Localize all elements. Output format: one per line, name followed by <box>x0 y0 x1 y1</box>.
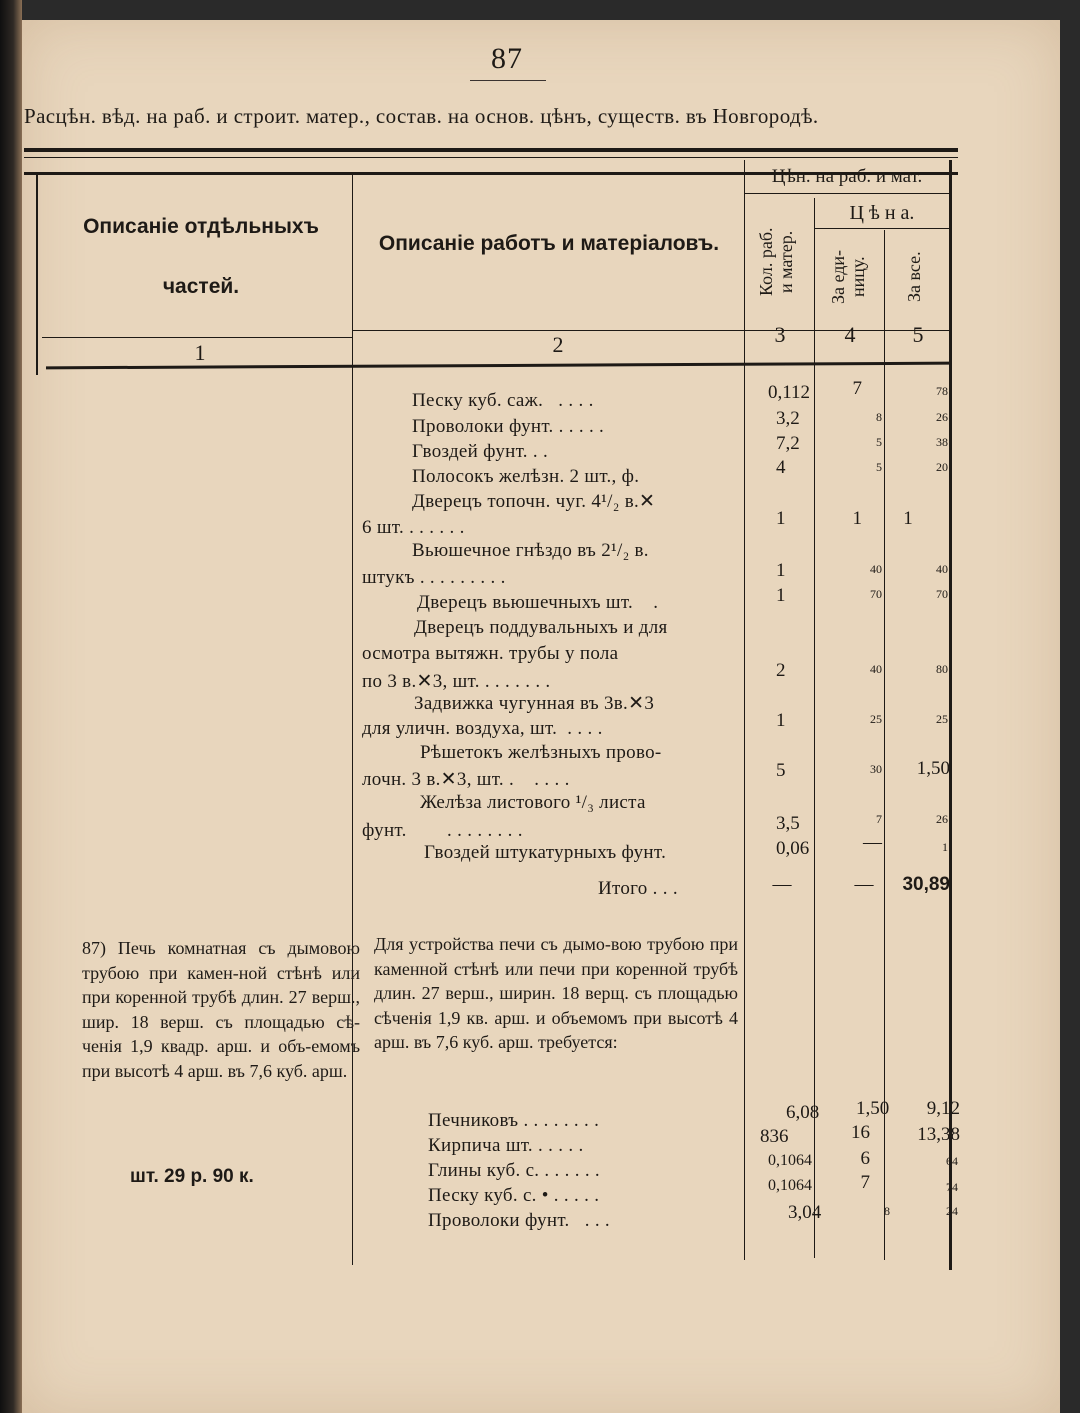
item87-row-text: Глины куб. с. . . . . . . <box>428 1160 600 1181</box>
header-col2: Описаніе работъ и матеріаловъ. <box>378 232 720 255</box>
material-unit-price: 5 <box>876 460 882 474</box>
material-qty: 1 <box>776 560 786 581</box>
item87-qty: 0,1064 <box>768 1152 812 1169</box>
material-row-text-cont: для уличн. воздуха, шт. . . . . <box>362 718 603 739</box>
material-unit-price: 30 <box>870 762 882 776</box>
header-qty-line2: и матер. <box>776 230 796 294</box>
item87-total: 9,12 <box>926 1098 960 1119</box>
page-number-underline <box>470 80 546 81</box>
header-top-rule-thin <box>24 157 958 158</box>
material-total: 70 <box>936 587 948 601</box>
material-qty: 0,06 <box>776 838 810 859</box>
header-qty-label <box>756 202 800 322</box>
column-number-5: 5 <box>912 322 924 347</box>
header-col1-line1: Описаніе отдѣльныхъ <box>83 215 319 238</box>
material-unit-price: 7 <box>852 378 862 399</box>
material-total: 1 <box>942 840 948 854</box>
material-row-text: Полосокъ желѣзн. 2 шт., ф. <box>412 466 640 487</box>
column-line-1-2 <box>352 175 353 1265</box>
material-qty: 7,2 <box>776 433 800 454</box>
material-unit-price: 8 <box>876 410 882 424</box>
item87-row-text: Песку куб. с. • . . . . . <box>428 1185 600 1206</box>
group-header-rule <box>744 193 950 194</box>
column-line-left <box>36 175 38 375</box>
material-total: 38 <box>936 435 948 449</box>
column-number-1: 1 <box>194 340 206 365</box>
material-row-text-cont: осмотра вытяжн. трубы у пола <box>362 643 619 664</box>
material-unit-price: 25 <box>870 712 882 726</box>
material-unit-price: 40 <box>870 562 882 576</box>
material-qty: 3,2 <box>776 408 800 429</box>
material-qty: 1 <box>776 508 786 529</box>
material-total: 1,50 <box>916 758 950 779</box>
material-unit-price: 70 <box>870 587 882 601</box>
item87-total: 24 <box>946 1204 958 1218</box>
item87-row-text: Проволоки фунт. . . . <box>428 1210 610 1231</box>
material-row-text-cont: по 3 в.✕3, шт. . . . . . . . <box>362 671 551 692</box>
page-number: 87 <box>491 42 523 75</box>
header-unit-line1: За еди- <box>828 249 848 305</box>
material-qty: 4 <box>776 457 786 478</box>
item87-qty: 6,08 <box>786 1102 820 1123</box>
material-qty: 0,112 <box>767 382 810 403</box>
material-row-text: Вьюшечное гнѣздо въ 2¹/₂ в. <box>412 540 649 561</box>
material-qty: 3,5 <box>776 813 800 834</box>
material-unit-price: 40 <box>870 662 882 676</box>
item87-qty: 0,1064 <box>768 1177 812 1194</box>
item87-row-text: Кирпича шт. . . . . . <box>428 1135 584 1156</box>
header-group-label: Цѣн. на раб. и мат. <box>771 166 923 187</box>
material-row-text: Гвоздей штукатурныхъ фунт. <box>424 842 667 863</box>
material-row-text: Гвоздей фунт. . . <box>412 441 549 462</box>
item87-total: 13,38 <box>917 1124 960 1145</box>
material-unit-price: 7 <box>876 812 882 826</box>
material-total: 80 <box>936 662 948 676</box>
item87-row-text: Печниковъ . . . . . . . . <box>428 1110 600 1131</box>
material-row-text: Рѣшетокъ желѣзныхъ прово- <box>420 742 662 763</box>
material-row-text: Задвижка чугунная въ 3в.✕3 <box>414 693 655 714</box>
item87-qty: 3,04 <box>788 1202 822 1223</box>
item-87-description: 87) Печь комнатная съ дымовою трубою при камен-ной стѣнѣ или при коренной трубѣ длин. 27 верш., шир. 18 верш. съ площадью сѣ-ченія 1,9 квадр. арш. и объ-емомъ при высотѣ 4 арш. въ 7,6 куб. арш. <box>82 938 360 1081</box>
column-number-3: 3 <box>774 322 786 347</box>
material-row-text-cont: лочн. 3 в.✕3, шт. . . . . . <box>362 769 570 790</box>
column-number-2: 2 <box>552 332 564 357</box>
material-row-text-cont: штукъ . . . . . . . . . <box>362 567 506 588</box>
material-total: 78 <box>936 384 948 398</box>
material-row-text: Проволоки фунт. . . . . . <box>412 416 605 437</box>
header-unit-label <box>828 232 872 322</box>
column-number-4: 4 <box>844 322 856 347</box>
material-qty: 2 <box>776 660 786 681</box>
column-line-2-3 <box>744 160 745 1260</box>
material-total: 25 <box>936 712 948 726</box>
material-unit-price: 1 <box>852 508 862 529</box>
header-qty-line1: Кол. раб. <box>756 227 776 297</box>
col-number-rule-1 <box>42 337 352 338</box>
header-col1-line2: частей. <box>162 275 240 298</box>
header-price-label: Ц ѣ н а. <box>849 202 915 224</box>
material-total: 20 <box>936 460 948 474</box>
item87-total: 74 <box>946 1180 958 1194</box>
material-qty: 1 <box>776 710 786 731</box>
material-row-text: Желѣза листового ¹/₃ листа <box>420 792 646 813</box>
item87-total: 64 <box>946 1154 958 1168</box>
material-total: 26 <box>936 812 948 826</box>
material-qty: 1 <box>776 585 786 606</box>
material-row-text-cont: фунт. . . . . . . . . <box>362 820 523 841</box>
material-total: 26 <box>936 410 948 424</box>
item87-qty: 836 <box>760 1126 789 1147</box>
total-row-label: Итого . . . <box>598 878 678 899</box>
material-total: 40 <box>936 562 948 576</box>
material-total: 1 <box>903 508 913 529</box>
page <box>22 20 1060 1413</box>
material-unit-price: — <box>863 832 882 853</box>
item87-unit: 1,50 <box>856 1098 890 1119</box>
item87-unit: 8 <box>884 1204 890 1218</box>
material-row-text: Дверецъ вьюшечныхъ шт. . <box>417 592 659 613</box>
material-qty: 5 <box>776 760 786 781</box>
item87-unit: 7 <box>860 1172 870 1193</box>
material-unit-price: 5 <box>876 435 882 449</box>
total-sum: 30,89 <box>902 874 950 895</box>
header-total-label: За все. <box>904 251 924 303</box>
material-row-text: Дверецъ топочн. чуг. 4¹/₂ в.✕ <box>412 491 656 512</box>
header-top-rule-thick <box>24 148 958 152</box>
item87-unit: 6 <box>860 1148 870 1169</box>
item87-unit: 16 <box>851 1122 870 1143</box>
header-unit-line2: ницу. <box>848 256 868 298</box>
price-header-rule <box>814 228 950 229</box>
book-spine <box>0 0 22 1413</box>
material-row-text-cont: 6 шт. . . . . . . <box>362 517 465 538</box>
running-title: Расцѣн. вѣд. на раб. и строит. матер., состав. на основ. цѣнъ, существ. въ Новгородѣ. <box>24 104 819 128</box>
material-row-text: Песку куб. саж. . . . . <box>412 390 594 411</box>
material-row-text: Дверецъ поддувальныхъ и для <box>414 617 668 638</box>
item-87-work-text: Для устройства печи съ дымо-вою трубою при каменной стѣнѣ или печи при коренной трубѣ длин. 27 верш., ширин. 18 верщ. съ площадью сѣченія 1,9 кв. арш. и объемомъ при высотѣ 4 арш. въ 7,6 куб. арш. требуется: <box>374 934 738 1052</box>
total-unit: — <box>854 874 874 895</box>
total-qty: — <box>772 874 792 895</box>
item-87-price: шт. 29 р. 90 к. <box>130 1166 254 1187</box>
